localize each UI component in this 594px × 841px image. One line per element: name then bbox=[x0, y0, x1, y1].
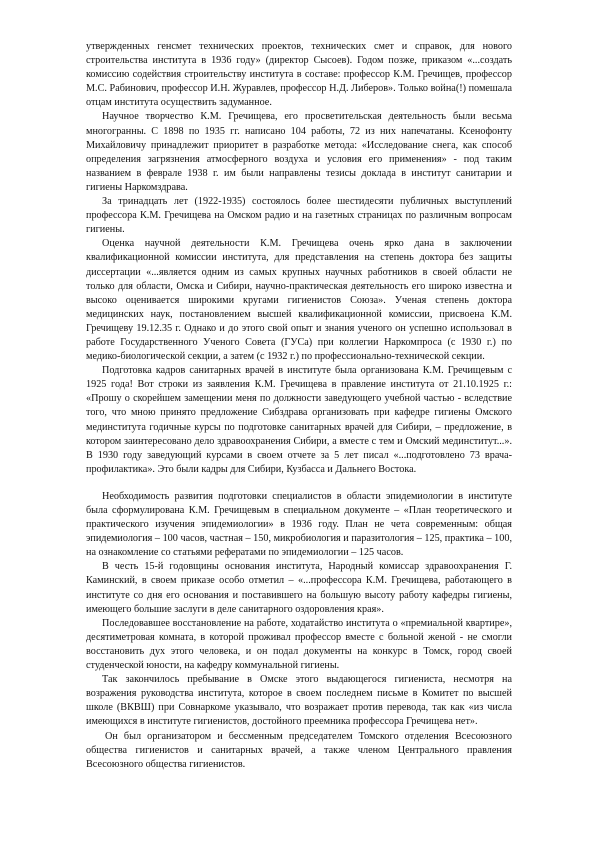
paragraph-3: За тринадцать лет (1922-1935) состоялось более шестидесяти публичных выступлений профессора К.М. Гречищева на Омском радио и на газетных страницах по различным вопросам гигиены. bbox=[86, 196, 512, 236]
paragraph-gap bbox=[86, 477, 512, 490]
paragraph-6: Необходимость развития подготовки специалистов в области эпидемиологии в институте была сформулирована К.М. Гречищевым в специальном документе – «План теоретического и практического изучения эпидемиологии» в 1936 году. План не чета современным: общая эпидемиология – 100 часов, частная – 150, микробиология и паразитология – 125, практика – 100, на ознакомление со статьями рефератами по эпидемиологии – 125 часов. bbox=[86, 490, 512, 559]
paragraph-10: Он был организатором и бессменным председателем Томского отделения Всесоюзного общества гигиенистов и санитарных врачей, а также членом Центрального правления Всесоюзного общества гигиенистов. bbox=[86, 730, 512, 770]
paragraph-1: утвержденных генсмет технических проектов, технических смет и справок, для нового строительства института в 1936 году» (директор Сысоев). Годом позже, приказом «...создать комиссию содействия строительству института в составе: профессор К.М. Гречищев, профессор М.С. Рабинович, профессор И.Н. Журавлев, профессор Н.Д. Либеров». Только война(!) помешала отцам института осуществить задуманное. bbox=[86, 41, 512, 109]
paragraph-8: Последовавшее восстановление на работе, ходатайство института о «премиальной квартире», десятиметровая комната, в которой проживал профессор вместе с больной женой - не смогли восстановить дух этого человека, и он подал документы на конкурс в Томск, город своей студенческой юности, на кафедру коммунальной гигиены. bbox=[86, 617, 512, 672]
paragraph-7: В честь 15-й годовщины основания института, Народный комиссар здравоохранения Г. Каминский, в своем приказе особо отметил – «...профессора К.М. Гречищева, работающего в институте со дня его основания и поставившего на большую высоту работу кафедры гигиены, имеющего большие заслуги в деле санитарного оздоровления края». bbox=[86, 561, 512, 615]
document-page bbox=[86, 40, 512, 772]
paragraph-5: Подготовка кадров санитарных врачей в институте была организована К.М. Гречищевым с 1925 года! Вот строки из заявления К.М. Гречищева в правление института от 21.10.1925 г.: «Прошу о скорейшем замещении меня по должности заведующего учебной частью - вследствие того, что мною принято предложение Сибздрава организовать при кафедре гигиены Омского мединститута годичные курсы по подготовке санитарных врачей для Сибири, – предложение, в котором заинтересовано дело здравоохранения Сибири, а вместе с тем и Омский мединститут...». В 1930 году заведующий курсами в своем отчете за 5 лет писал «...подготовлено 73 врача-профилактика». Это были кадры для Сибири, Кузбасса и Дальнего Востока. bbox=[86, 365, 512, 475]
paragraph-2: Научное творчество К.М. Гречищева, его просветительская деятельность были весьма многогранны. С 1898 по 1935 гг. написано 104 работы, 72 из них напечатаны. Ксенофонту Михайловичу принадлежит приоритет в разработке метода: «Исследование снега, как способ определения загрязнения атмосферного воздуха и условия его применения» - под таким названием в феврале 1938 г. им были направлены тезисы доклада в институт санитарии и гигиены Наркомздрава. bbox=[86, 111, 512, 193]
paragraph-9: Так закончилось пребывание в Омске этого выдающегося гигиениста, несмотря на возражения руководства института, которое в своем последнем письме в Комитет по высшей школе (ВКВШ) при Совнаркоме указывало, что возражает против перевода, так как «из числа имеющихся в институте гигиенистов, достойного преемника профессора Гречищева нет». bbox=[86, 674, 512, 728]
paragraph-4: Оценка научной деятельности К.М. Гречищева очень ярко дана в заключении квалификационной комиссии института, для представления на степень доктора без защиты диссертации «...является одним из самых крупных научных работников в своей области не только для области, Омска и Сибири, научно-практическая деятельность его широко известна и высоко оценивается широкими кругами гигиенистов Союза». Ученая степень доктора медицинских наук, постановлением высшей квалификационной комиссии, присвоена К.М. Гречищеву 19.12.35 г. Однако и до этого свой опыт и знания ученого он успешно использовал в работе Государственного Ученого Совета (ГУСа) при коллегии Наркомпроса (с 1930 г.) по медико-биологической секции, а затем (с 1932 г.) по профессионально-технической секции. bbox=[86, 238, 512, 363]
